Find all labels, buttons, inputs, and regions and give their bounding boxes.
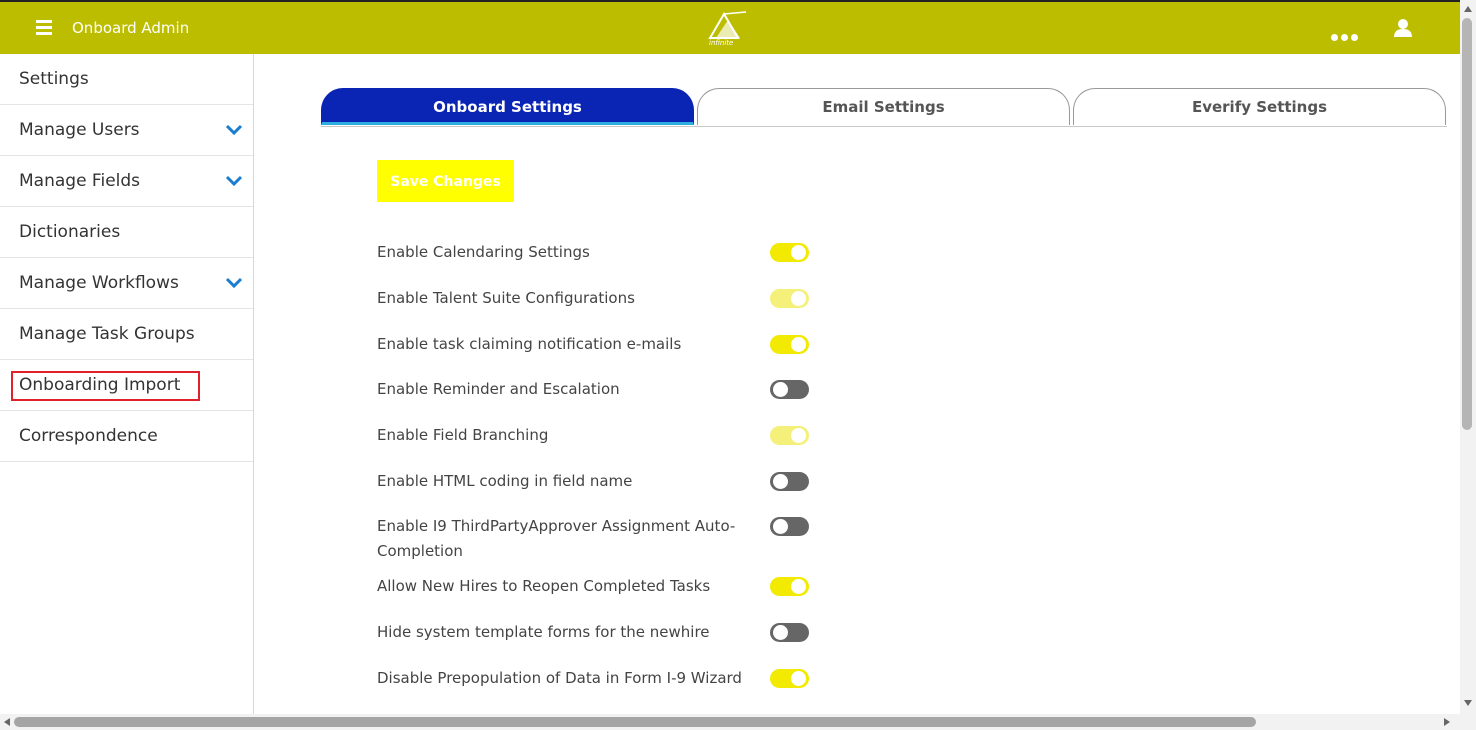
- sidebar-item-label: Onboarding Import: [11, 371, 200, 401]
- chevron-down-icon[interactable]: [225, 122, 243, 136]
- setting-label: Enable task claiming notification e-mails: [377, 335, 682, 353]
- sidebar-item-manage-workflows[interactable]: [0, 258, 253, 309]
- toggle-switch[interactable]: [770, 335, 809, 354]
- scroll-left-arrow-icon[interactable]: [4, 718, 10, 726]
- setting-label: Allow New Hires to Reopen Completed Tasks: [377, 577, 711, 595]
- top-bar: [0, 0, 1460, 54]
- horizontal-scroll-thumb[interactable]: [14, 717, 1256, 727]
- toggle-switch[interactable]: [770, 577, 809, 596]
- chevron-down-icon[interactable]: [225, 275, 243, 289]
- setting-row: [377, 286, 827, 311]
- toggle-switch[interactable]: [770, 517, 809, 536]
- setting-label: Enable I9 ThirdPartyApprover Assignment Auto-Completion: [377, 517, 736, 560]
- vertical-scroll-thumb[interactable]: [1462, 18, 1472, 430]
- sidebar-item-label: Settings: [19, 69, 89, 89]
- setting-label: Enable Calendaring Settings: [377, 243, 590, 261]
- save-button[interactable]: Save Changes: [377, 160, 514, 202]
- sidebar-item-onboarding-import[interactable]: [0, 360, 253, 411]
- tab-onboard-settings[interactable]: Onboard Settings: [321, 88, 694, 125]
- toggle-switch[interactable]: [770, 426, 809, 445]
- tab-bar: [321, 88, 1447, 127]
- toggle-switch[interactable]: [770, 623, 809, 642]
- toggle-switch[interactable]: [770, 380, 809, 399]
- toggle-switch[interactable]: [770, 243, 809, 262]
- sidebar-item-manage-fields[interactable]: [0, 156, 253, 207]
- sidebar-item-manage-users[interactable]: [0, 105, 253, 156]
- main-content: [254, 54, 1460, 714]
- setting-row: [377, 332, 827, 357]
- sidebar-item-label: Manage Fields: [19, 171, 141, 191]
- sidebar-item-correspondence[interactable]: [0, 411, 253, 462]
- toggle-switch[interactable]: [770, 472, 809, 491]
- setting-row: [377, 377, 827, 402]
- setting-row: [377, 574, 827, 599]
- scroll-right-arrow-icon[interactable]: [1444, 718, 1450, 726]
- setting-label: Enable Field Branching: [377, 426, 549, 444]
- sidebar-item-manage-task-groups[interactable]: [0, 309, 253, 360]
- toggle-switch[interactable]: [770, 669, 809, 688]
- sidebar-item-label: Correspondence: [19, 426, 158, 446]
- setting-label: Hide system template forms for the newhire: [377, 623, 710, 641]
- user-icon[interactable]: [1393, 18, 1413, 38]
- scroll-up-arrow-icon[interactable]: [1464, 6, 1472, 12]
- setting-label: Disable Prepopulation of Data in Form I-9 Wizard: [377, 669, 742, 687]
- sidebar-item-settings[interactable]: [0, 54, 253, 105]
- logo-text: infinite: [709, 39, 734, 47]
- setting-row: [377, 469, 827, 494]
- scroll-down-arrow-icon[interactable]: [1464, 700, 1472, 706]
- setting-row: [377, 240, 827, 265]
- app-title: Onboard Admin: [72, 19, 190, 37]
- menu-icon[interactable]: [36, 20, 52, 34]
- sidebar-item-label: Dictionaries: [19, 222, 121, 242]
- chevron-down-icon[interactable]: [225, 173, 243, 187]
- setting-row: [377, 620, 827, 645]
- setting-row: [377, 666, 827, 691]
- setting-row: [377, 514, 827, 564]
- sidebar-item-dictionaries[interactable]: [0, 207, 253, 258]
- sidebar-item-label: Manage Task Groups: [19, 324, 195, 344]
- sidebar: [0, 54, 254, 714]
- setting-label: Enable Reminder and Escalation: [377, 380, 620, 398]
- sidebar-item-label: Manage Workflows: [19, 273, 179, 293]
- tab-everify-settings[interactable]: Everify Settings: [1073, 88, 1446, 125]
- toggle-switch[interactable]: [770, 289, 809, 308]
- setting-label: Enable HTML coding in field name: [377, 472, 633, 490]
- setting-label: Enable Talent Suite Configurations: [377, 289, 635, 307]
- logo-icon: [706, 10, 748, 50]
- more-icon[interactable]: [1331, 26, 1361, 45]
- tab-email-settings[interactable]: Email Settings: [697, 88, 1070, 125]
- sidebar-item-label: Manage Users: [19, 120, 140, 140]
- setting-row: [377, 423, 827, 448]
